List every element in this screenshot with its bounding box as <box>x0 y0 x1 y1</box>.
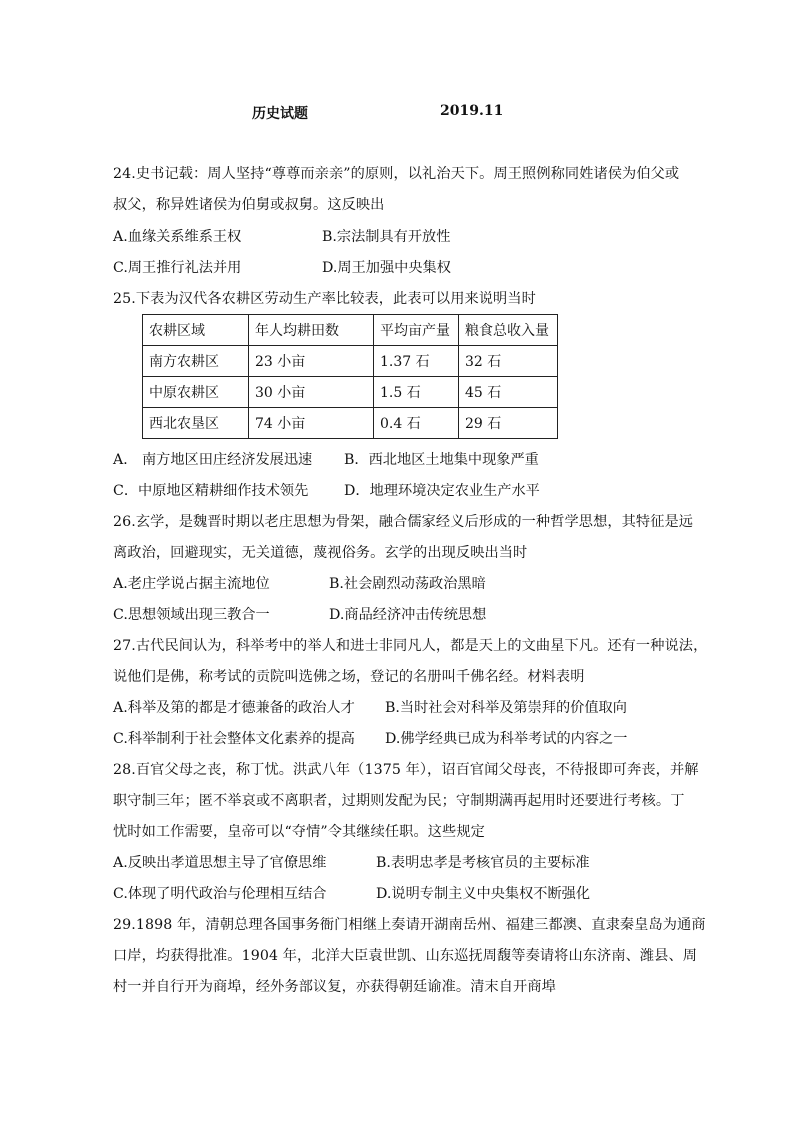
table-cell: 30 小亩 <box>249 377 374 408</box>
table-cell: 中原农耕区 <box>143 377 249 408</box>
question-26-option-d: D.商品经济冲击传统思想 <box>329 607 487 623</box>
table-cell: 32 石 <box>459 346 558 377</box>
question-27-option-c: C.科举制利于社会整体文化素养的提高 <box>113 731 355 747</box>
question-25-option-b: B．西北地区土地集中现象严重 <box>344 452 539 468</box>
table-header-cell: 年人均耕田数 <box>249 315 374 346</box>
question-24-option-d: D.周王加强中央集权 <box>322 260 451 276</box>
question-28-stem-line-2: 职守制三年；匿不举哀或不离职者，过期则发配为民；守制期满再起用时还要进行考核。丁 <box>113 793 685 809</box>
question-28-option-d: D.说明专制主义中央集权不断强化 <box>376 886 591 902</box>
question-28-option-c: C.体现了明代政治与伦理相互结合 <box>113 886 327 902</box>
question-29-stem-line-2: 口岸，均获得批准。1904 年，北洋大臣袁世凯、山东巡抚周馥等奏请将山东济南、潍县、周 <box>113 948 698 964</box>
table-header-row <box>143 315 558 346</box>
question-26-stem-line-1: 26.玄学，是魏晋时期以老庄思想为骨架，融合儒家经义后形成的一种哲学思想，其特征是远 <box>113 514 694 530</box>
question-24-stem-line-2: 叔父，称异姓诸侯为伯舅或叔舅。这反映出 <box>113 197 385 213</box>
table-header-cell: 粮食总收入量 <box>459 315 558 346</box>
question-28-option-b: B.表明忠孝是考核官员的主要标准 <box>376 855 590 871</box>
question-29-stem-line-3: 村一并自行开为商埠，经外务部议复，亦获得朝廷谕准。清末自开商埠 <box>113 979 556 995</box>
question-25-option-c: C．中原地区精耕细作技术领先 <box>113 483 309 499</box>
table-cell: 74 小亩 <box>249 408 374 439</box>
question-27-option-a: A.科举及第的都是才德兼备的政治人才 <box>113 700 355 716</box>
table-row <box>143 408 558 439</box>
table-cell: 西北农垦区 <box>143 408 249 439</box>
question-25-stem: 25.下表为汉代各农耕区劳动生产率比较表，此表可以用来说明当时 <box>113 291 536 307</box>
table-row <box>143 346 558 377</box>
question-28-stem-line-3: 忧时如工作需要，皇帝可以“夺情”令其继续任职。这些规定 <box>113 824 485 840</box>
question-24-option-b: B.宗法制具有开放性 <box>322 229 451 245</box>
table-cell: 1.37 石 <box>374 346 459 377</box>
question-27-stem-line-1: 27.古代民间认为，科举考中的举人和进士非同凡人，都是天上的文曲星下凡。还有一种说法， <box>113 638 708 654</box>
question-26-option-a: A.老庄学说占据主流地位 <box>113 576 270 592</box>
question-27-option-b: B.当时社会对科举及第崇拜的价值取向 <box>385 700 627 716</box>
question-27-stem-line-2: 说他们是佛，称考试的贡院叫选佛之场，登记的名册叫千佛名经。材料表明 <box>113 669 585 685</box>
question-24-stem-line-1: 24.史书记载：周人坚持“尊尊而亲亲”的原则，以礼治天下。周王照例称同姓诸侯为伯父或 <box>113 166 680 182</box>
question-26-option-b: B.社会剧烈动荡政治黑暗 <box>329 576 486 592</box>
question-26-option-c: C.思想领域出现三教合一 <box>113 607 270 623</box>
table-cell: 南方农耕区 <box>143 346 249 377</box>
question-25-option-a: A． 南方地区田庄经济发展迅速 <box>113 452 313 468</box>
table-cell: 29 石 <box>459 408 558 439</box>
table-cell: 1.5 石 <box>374 377 459 408</box>
question-25-option-d: D．地理环境决定农业生产水平 <box>344 483 540 499</box>
table-cell: 45 石 <box>459 377 558 408</box>
table-row <box>143 377 558 408</box>
exam-date: 2019.11 <box>440 103 504 119</box>
table-header-cell: 农耕区域 <box>143 315 249 346</box>
question-27-option-d: D.佛学经典已成为科举考试的内容之一 <box>385 731 628 747</box>
question-29-stem-line-1: 29.1898 年，清朝总理各国事务衙门相继上奏请开湖南岳州、福建三都澳、直隶秦皇岛为通商 <box>113 917 706 933</box>
question-24-option-a: A.血缘关系维系王权 <box>113 229 242 245</box>
question-26-stem-line-2: 离政治，回避现实，无关道德，蔑视俗务。玄学的出现反映出当时 <box>113 545 528 561</box>
table-cell: 23 小亩 <box>249 346 374 377</box>
productivity-table <box>142 314 558 439</box>
table-header-cell: 平均亩产量 <box>374 315 459 346</box>
table-cell: 0.4 石 <box>374 408 459 439</box>
question-28-stem-line-1: 28.百官父母之丧，称丁忧。洪武八年（1375 年），诏百官闻父母丧，不待报即可奔丧，并解 <box>113 762 699 778</box>
question-28-option-a: A.反映出孝道思想主导了官僚思维 <box>113 855 327 871</box>
page-title: 历史试题 <box>252 106 308 122</box>
question-24-option-c: C.周王推行礼法并用 <box>113 260 242 276</box>
